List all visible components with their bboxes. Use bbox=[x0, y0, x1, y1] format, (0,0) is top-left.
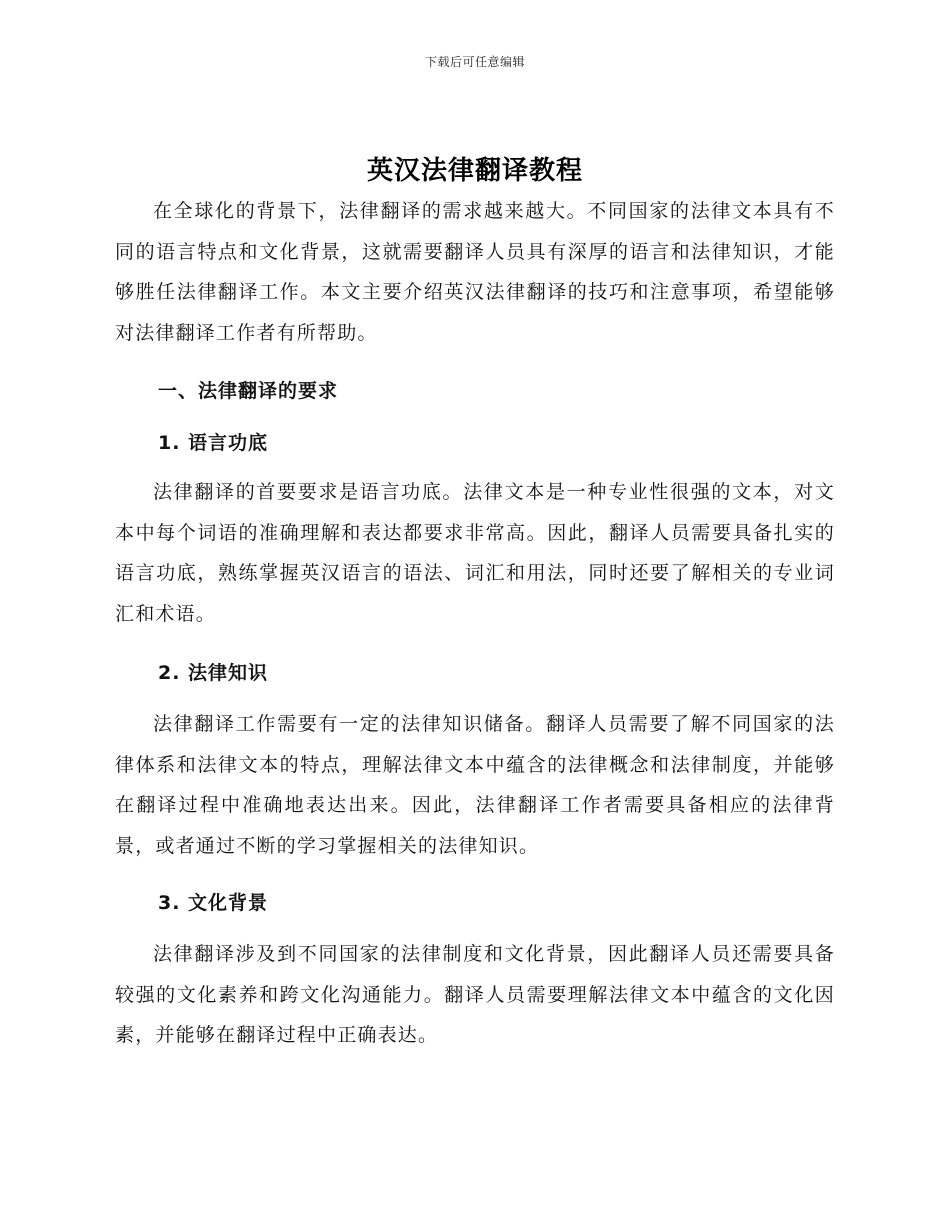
language-skills-paragraph: 法律翻译的首要要求是语言功底。法律文本是一种专业性很强的文本，对文本中每个词语的准确理解和表达都要求非常高。因此，翻译人员需要具备扎实的语言功底，熟练掌握英汉语言的语法、词汇和用法，同时还要了解相关的专业词汇和术语。 bbox=[115, 481, 835, 625]
intro-paragraph: 在全球化的背景下，法律翻译的需求越来越大。不同国家的法律文本具有不同的语言特点和文化背景，这就需要翻译人员具有深厚的语言和法律知识，才能够胜任法律翻译工作。本文主要介绍英汉法律翻译的技巧和注意事项，希望能够对法律翻译工作者有所帮助。 bbox=[115, 200, 835, 344]
section-heading-requirements: 一、法律翻译的要求 bbox=[158, 380, 339, 402]
subheading-cultural-background: 3. 文化背景 bbox=[158, 892, 269, 914]
legal-knowledge-paragraph: 法律翻译工作需要有一定的法律知识储备。翻译人员需要了解不同国家的法律体系和法律文本的特点，理解法律文本中蕴含的法律概念和法律制度，并能够在翻译过程中准确地表达出来。因此，法律翻译工作者需要具备相应的法律背景，或者通过不断的学习掌握相关的法律知识。 bbox=[115, 713, 835, 857]
subheading-legal-knowledge: 2. 法律知识 bbox=[158, 662, 269, 684]
header-note: 下载后可任意编辑 bbox=[424, 55, 525, 69]
subheading-language-skills: 1. 语言功底 bbox=[158, 432, 269, 454]
cultural-background-paragraph: 法律翻译涉及到不同国家的法律制度和文化背景，因此翻译人员还需要具备较强的文化素养和跨文化沟通能力。翻译人员需要理解法律文本中蕴含的文化因素，并能够在翻译过程中正确表达。 bbox=[115, 943, 835, 1046]
document-title: 英汉法律翻译教程 bbox=[366, 156, 583, 186]
